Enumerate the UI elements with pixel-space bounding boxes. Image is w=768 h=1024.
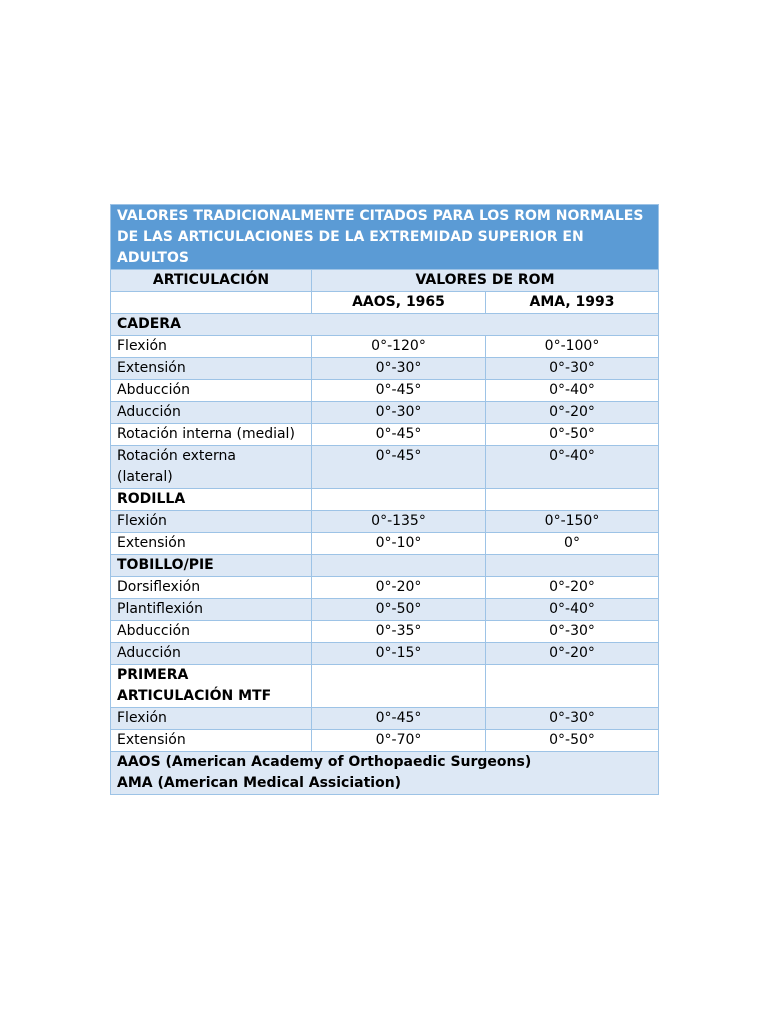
header-row — [111, 270, 659, 292]
table-row — [111, 533, 659, 555]
header-valores-rom: VALORES DE ROM — [312, 270, 659, 292]
row-label-line2: (lateral) — [117, 469, 173, 485]
table-title-line2: DE LAS ARTICULACIONES DE LA EXTREMIDAD SUPERIOR EN ADULTOS — [117, 229, 584, 266]
row-label: Extensión — [111, 533, 312, 555]
section-title-tobillo: TOBILLO/PIE — [111, 555, 312, 577]
subheader-row — [111, 292, 659, 314]
ama-value: 0°-100° — [486, 336, 659, 358]
title-row — [111, 205, 659, 270]
ama-value: 0°-20° — [486, 402, 659, 424]
table-row — [111, 730, 659, 752]
ama-value: 0°-40° — [486, 446, 659, 489]
ama-value: 0°-50° — [486, 730, 659, 752]
table-row — [111, 446, 659, 489]
section-title-mtf-line2: ARTICULACIÓN MTF — [117, 688, 272, 704]
ama-value: 0° — [486, 533, 659, 555]
aaos-value: 0°-50° — [312, 599, 486, 621]
ama-value: 0°-40° — [486, 380, 659, 402]
table-row — [111, 402, 659, 424]
aaos-value: 0°-20° — [312, 577, 486, 599]
row-label: Extensión — [111, 358, 312, 380]
section-title-mtf-line1: PRIMERA — [117, 667, 189, 683]
aaos-value: 0°-35° — [312, 621, 486, 643]
footnote-row — [111, 752, 659, 795]
ama-value: 0°-30° — [486, 621, 659, 643]
ama-value: 0°-40° — [486, 599, 659, 621]
empty-cell — [312, 489, 486, 511]
row-label — [111, 446, 312, 489]
row-label: Rotación interna (medial) — [111, 424, 312, 446]
aaos-value: 0°-45° — [312, 380, 486, 402]
table-row — [111, 380, 659, 402]
row-label: Abducción — [111, 380, 312, 402]
table-row — [111, 424, 659, 446]
row-label: Flexión — [111, 336, 312, 358]
aaos-value: 0°-135° — [312, 511, 486, 533]
footnote-ama: AMA (American Medical Assiciation) — [117, 775, 402, 791]
table-row — [111, 577, 659, 599]
header-ama: AMA, 1993 — [486, 292, 659, 314]
aaos-value: 0°-15° — [312, 643, 486, 665]
table-row — [111, 336, 659, 358]
empty-cell — [486, 489, 659, 511]
footnote — [111, 752, 659, 795]
section-title-mtf — [111, 665, 312, 708]
ama-value: 0°-30° — [486, 708, 659, 730]
footnote-aaos: AAOS (American Academy of Orthopaedic Surgeons) — [117, 754, 532, 770]
table-row — [111, 621, 659, 643]
header-articulacion: ARTICULACIÓN — [111, 270, 312, 292]
table-title-line1: VALORES TRADICIONALMENTE CITADOS PARA LOS ROM NORMALES — [117, 208, 644, 224]
section-row-rodilla — [111, 489, 659, 511]
empty-cell — [486, 665, 659, 708]
row-label: Flexión — [111, 708, 312, 730]
table-row — [111, 708, 659, 730]
table-title — [111, 205, 659, 270]
ama-value: 0°-50° — [486, 424, 659, 446]
section-row-cadera — [111, 314, 659, 336]
rom-table — [110, 204, 659, 795]
ama-value: 0°-20° — [486, 643, 659, 665]
ama-value: 0°-150° — [486, 511, 659, 533]
ama-value: 0°-20° — [486, 577, 659, 599]
subheader-empty — [111, 292, 312, 314]
aaos-value: 0°-30° — [312, 358, 486, 380]
row-label: Aducción — [111, 402, 312, 424]
row-label: Extensión — [111, 730, 312, 752]
row-label: Dorsiflexión — [111, 577, 312, 599]
section-title-cadera: CADERA — [111, 314, 659, 336]
section-row-mtf — [111, 665, 659, 708]
aaos-value: 0°-30° — [312, 402, 486, 424]
row-label-line1: Rotación externa — [117, 448, 236, 464]
empty-cell — [486, 555, 659, 577]
empty-cell — [312, 665, 486, 708]
section-title-rodilla: RODILLA — [111, 489, 312, 511]
row-label: Flexión — [111, 511, 312, 533]
aaos-value: 0°-45° — [312, 446, 486, 489]
header-aaos: AAOS, 1965 — [312, 292, 486, 314]
aaos-value: 0°-45° — [312, 708, 486, 730]
table-row — [111, 358, 659, 380]
table-row — [111, 599, 659, 621]
ama-value: 0°-30° — [486, 358, 659, 380]
row-label: Aducción — [111, 643, 312, 665]
table-row — [111, 643, 659, 665]
aaos-value: 0°-70° — [312, 730, 486, 752]
row-label: Abducción — [111, 621, 312, 643]
aaos-value: 0°-45° — [312, 424, 486, 446]
table-row — [111, 511, 659, 533]
row-label: Plantiflexión — [111, 599, 312, 621]
empty-cell — [312, 555, 486, 577]
section-row-tobillo — [111, 555, 659, 577]
aaos-value: 0°-120° — [312, 336, 486, 358]
aaos-value: 0°-10° — [312, 533, 486, 555]
